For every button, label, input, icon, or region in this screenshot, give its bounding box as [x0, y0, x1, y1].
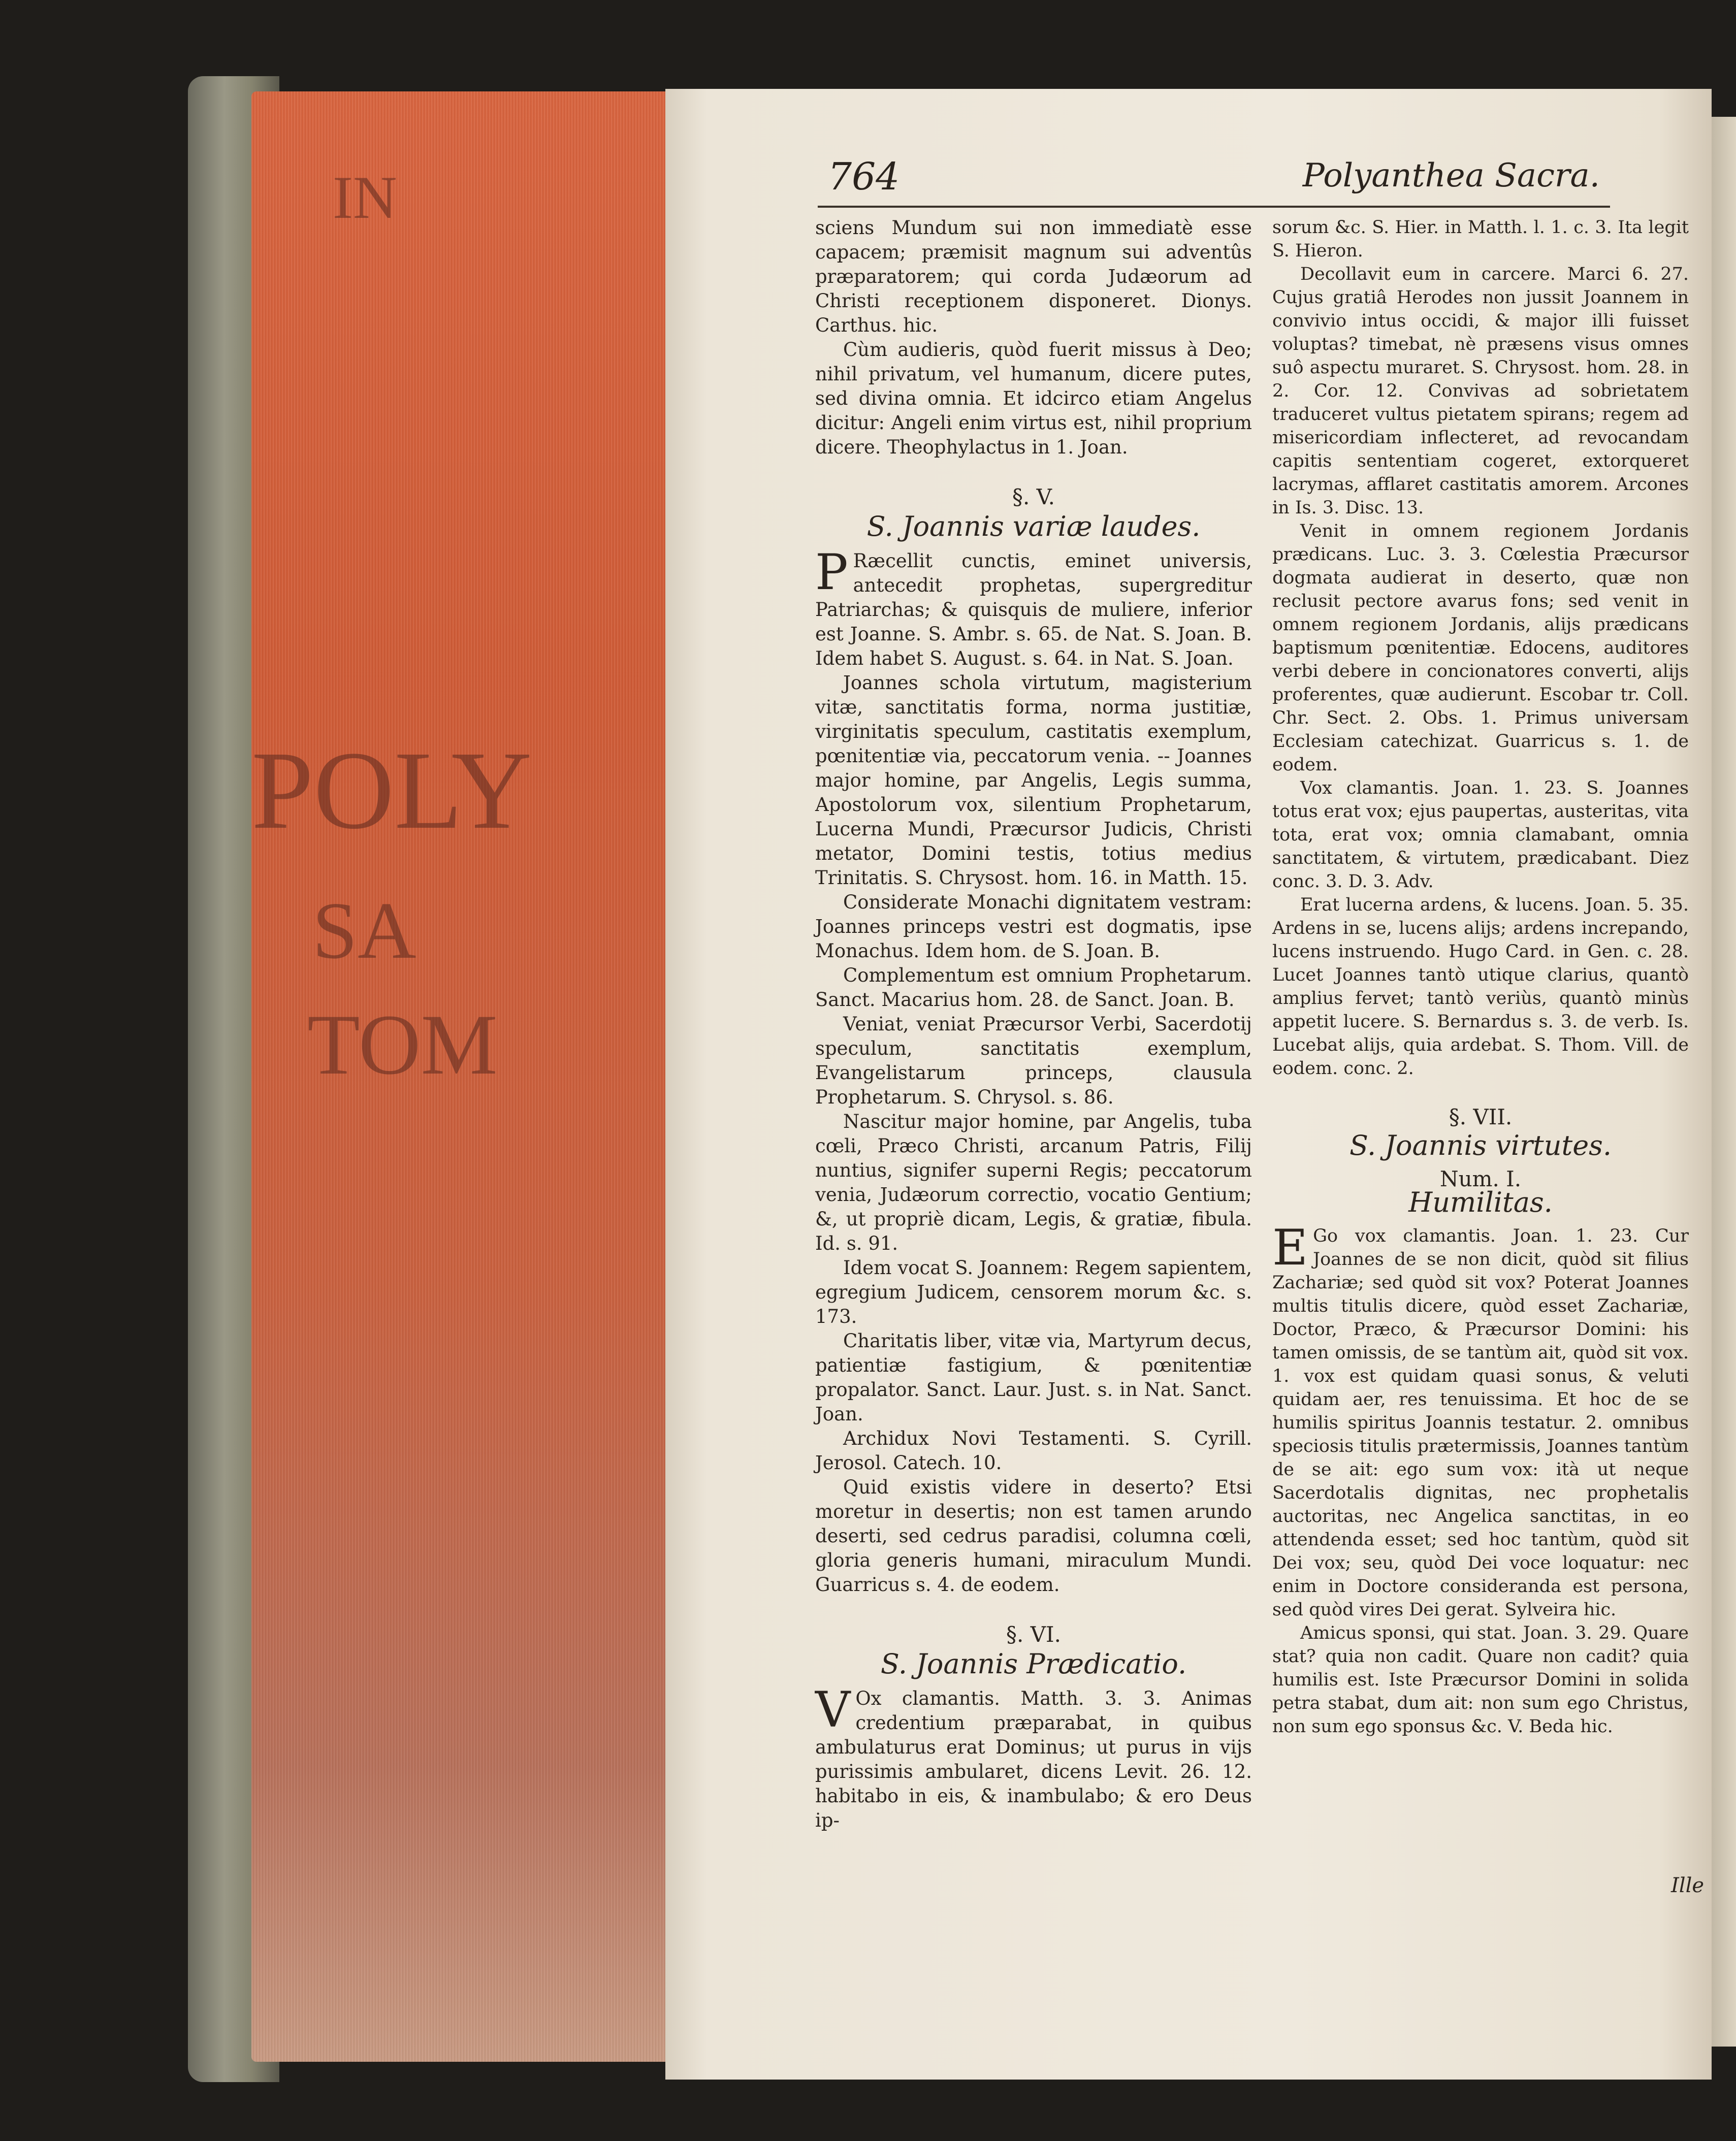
paragraph: Quid existis videre in deserto? Etsi moretur in desertis; non est tamen arundo deserti, sed cedrus paradisi, columna cœli, gloria generis humani, miraculum Mundi. Guarricus s. 4. de eodem.	[815, 1476, 1252, 1596]
catchword: Ille	[1671, 1874, 1705, 1897]
running-title: Polyanthea Sacra.	[1302, 157, 1600, 194]
edge-ink-1: IN	[333, 164, 397, 231]
page-edge	[251, 91, 665, 2062]
section-number: §. V.	[1012, 484, 1055, 509]
paragraph: sorum &c. S. Hier. in Matth. l. 1. c. 3. Ita legit S. Hieron.	[1272, 217, 1689, 261]
book-page	[665, 89, 1712, 2080]
paragraph: Charitatis liber, vitæ via, Martyrum decus, patientiæ fastigium, & pœnitentiæ propalator. Sanct. Laur. Just. s. in Nat. Sanct. Joan.	[815, 1330, 1252, 1425]
paragraph: Joannes schola virtutum, magisterium vitæ, sanctitatis forma, norma justitiæ, virginitatis speculum, castitatis exemplum, pœnitentiæ via, peccatorum venia. -- Joannes major homine, par Angelis, Legis summa, Apostolorum vox, silentium Prophetarum, Lucerna Mundi, Præcursor Judicis, Christi metator, Domini testis, totius medius Trinitatis. S. Chrysost. hom. 16. in Matth. 15.	[815, 672, 1252, 889]
paragraph: EGo vox clamantis. Joan. 1. 23. Cur Joannes de se non dicit, quòd sit filius Zachariæ; sed quòd sit vox? Poterat Joannes multis titulis dicere, quòd esset Zachariæ, Doctor, Præco, & Præcursor Domini: his tamen omissis, de se tantùm ait, quòd sit vox. 1. vox est quidam quasi sonus, & veluti quidam aer, res tenuissima. Et hoc de se humilis spiritus Joannis testatur. 2. omnibus speciosis titulis prætermissis, Joannes tantùm de se ait: ego sum vox: ità ut neque Sacerdotalis dignitas, nec prophetalis auctoritas, nec Angelica sanctitas, in eo attendenda esset; sed hoc tantùm, quòd sit Dei vox; seu, quòd Dei voce loquatur: nec enim in Doctore consideranda est persona, sed quòd vires Dei gerat. Sylveira hic.	[1272, 1219, 1689, 1620]
section-number: §. VI.	[1006, 1622, 1061, 1647]
paragraph: Archidux Novi Testamenti. S. Cyrill. Jerosol. Catech. 10.	[815, 1428, 1252, 1474]
section-title: S. Joannis Prædicatio.	[880, 1648, 1187, 1680]
header-rule	[818, 206, 1610, 208]
paragraph: Amicus sponsi, qui stat. Joan. 3. 29. Quare stat? quia non cadit. Quare non cadit? quia humilis est. Iste Præcursor Domini in solida petra stabat, dum ait: non sum ego Christus, non sum ego sponsus &c. V. Beda hic.	[1272, 1623, 1689, 1737]
left-column	[815, 216, 1252, 1833]
paragraph: PRæcellit cunctis, eminet universis, antecedit prophetas, supergreditur Patriarchas; & quisquis de muliere, inferior est Joanne. S. Ambr. s. 65. de Nat. S. Joan. B. Idem habet S. August. s. 64. in Nat. S. Joan.	[815, 544, 1252, 669]
edge-ink-4: TOM	[307, 997, 498, 1092]
section-number: §. VII.	[1449, 1105, 1513, 1129]
paragraph: Idem vocat S. Joannem: Regem sapientem, egregium Judicem, censorem morum &c. s. 173.	[815, 1257, 1252, 1327]
paragraph: sciens Mundum sui non immediatè esse capacem; præmisit magnum sui adventûs præparatorem; qui corda Judæorum ad Christi receptionem disponeret. Dionys. Carthus. hic.	[815, 217, 1252, 336]
running-header	[818, 150, 1600, 206]
edge-ink-2: POLY	[251, 728, 532, 852]
paragraph: Cùm audieris, quòd fuerit missus à Deo; nihil privatum, vel humanum, dicere putes, sed divina omnia. Et idcirco etiam Angelus dicitur: Angeli enim virtus est, nihil proprium dicere. Theophylactus in 1. Joan.	[815, 339, 1252, 458]
section-title: S. Joannis virtutes.	[1349, 1129, 1612, 1161]
page-number: 764	[828, 155, 900, 199]
section-title: S. Joannis variæ laudes.	[866, 510, 1201, 542]
subsection-title: Humilitas.	[1408, 1186, 1553, 1218]
paragraph: VOx clamantis. Matth. 3. 3. Animas credentium præparabat, in quibus ambulaturus erat Dominus; ut purus in vijs purissimis ambularet, dicens Levit. 26. 12. habitabo in eis, & inambulabo; & ero Deus ip-	[815, 1681, 1252, 1831]
subsection-number: Num. I.	[1439, 1166, 1522, 1191]
paragraph: Erat lucerna ardens, & lucens. Joan. 5. 35. Ardens in se, lucens alijs; ardens increpando, lucens instruendo. Hugo Card. in Gen. c. 28. Lucet Joannes tantò utique clarius, quantò amplius fervet; tantò veriùs, quantò minùs appetit lucere. S. Bernardus s. 3. de verb. Is. Lucebat alijs, quia ardebat. S. Thom. Vill. de eodem. conc. 2.	[1272, 895, 1689, 1079]
paragraph: Venit in omnem regionem Jordanis prædicans. Luc. 3. 3. Cœlestia Præcursor dogmata audierat in deserto, quæ non reclusit pectore avarus fons; sed venit in omnem regionem Jordanis, alijs prædicans baptismum pœnitentiæ. Edocens, auditores verbi debere in concionatores converti, alijs proferentes, quæ audierunt. Escobar tr. Coll. Chr. Sect. 2. Obs. 1. Primus universam Ecclesiam catechizat. Guarricus s. 1. de eodem.	[1272, 521, 1689, 775]
paragraph: Veniat, veniat Præcursor Verbi, Sacerdotij speculum, sanctitatis exemplum, Evangelistarum princeps, clausula Prophetarum. S. Chrysol. s. 86.	[815, 1013, 1252, 1108]
paragraph: Nascitur major homine, par Angelis, tuba cœli, Præco Christi, arcanum Patris, Filij nuntius, signifer superni Regis; peccatorum venia, Judæorum correctio, vocatio Gentium; &, ut propriè dicam, Legis, & gratiæ, fibula. Id. s. 91.	[815, 1111, 1252, 1254]
paragraph: Vox clamantis. Joan. 1. 23. S. Joannes totus erat vox; ejus paupertas, austeritas, vita tota, erat vox; omnia clamabant, omnia sanctitatem, & virtutem, prædicabant. Diez conc. 3. D. 3. Adv.	[1272, 778, 1689, 892]
right-column	[1272, 216, 1689, 1738]
edge-ink-3: SA	[312, 885, 416, 976]
paragraph: Decollavit eum in carcere. Marci 6. 27. Cujus gratiâ Herodes non jussit Joannem in convivio intus occidi, & major illi fuisset voluptas? timebat, nè præsens visus omnes suô aspectu muraret. S. Chrysost. hom. 28. in 2. Cor. 12. Convivas ad sobrietatem traduceret vultus pietatem spirans; regem ad misericordiam inflecteret, ad revocandam capitis sententiam cogeret, extorqueret lacrymas, afflaret castitatis amorem. Arcones in Is. 3. Disc. 13.	[1272, 264, 1689, 518]
paragraph: Considerate Monachi dignitatem vestram: Joannes princeps vestri est dogmatis, ipse Monachus. Idem hom. de S. Joan. B.	[815, 891, 1252, 962]
paragraph: Complementum est omnium Prophetarum. Sanct. Macarius hom. 28. de Sanct. Joan. B.	[815, 964, 1252, 1011]
